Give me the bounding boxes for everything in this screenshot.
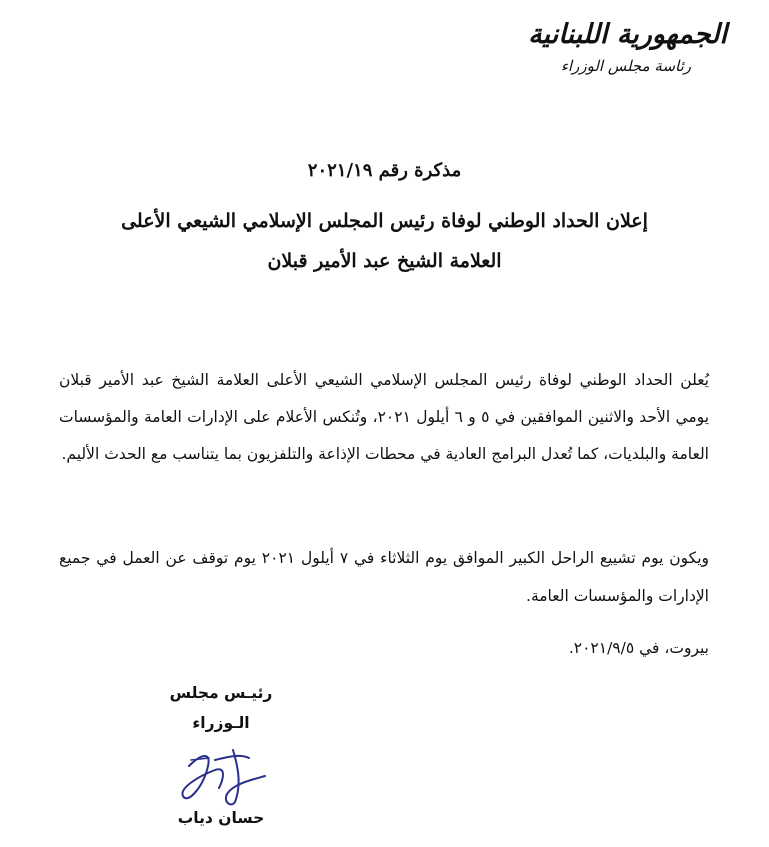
place-date: بيروت، في ٢٠٢١/٩/٥. [568, 639, 709, 657]
body-paragraph-1: يُعلن الحداد الوطني لوفاة رئيس المجلس الإسلامي الشيعي الأعلى العلامة الشيخ عبد الأمير قبلان يومي الأحد والاثنين الموافقين في ٥ و ٦ أيلول ٢٠٢١، وتُنكس الأعلام على الإدارات العامة والمؤسسات العامة والبلديات، كما تُعدل البرامج العادية في محطات الإذاعة والتلفزيون بما يتناسب مع الحدث الأليم. [59, 371, 710, 463]
letterhead [527, 14, 727, 76]
signatory-title: رئيـس مجلس الـوزراء [169, 684, 273, 732]
memo-title-line2: العلامة الشيخ عبد الأمير قبلان [267, 250, 502, 272]
memo-title-line1: إعلان الحداد الوطني لوفاة رئيس المجلس الإسلامي الشيعي الأعلى [121, 210, 648, 232]
letterhead-presidency: رئاسة مجلس الوزراء [560, 57, 691, 75]
signatory-name: حسان دياب [177, 809, 265, 827]
memo-number: مذكرة رقم ٢٠٢١/١٩ [307, 160, 462, 181]
body-paragraph-2: ويكون يوم تشييع الراحل الكبير الموافق يوم الثلاثاء في ٧ أيلول ٢٠٢١ يوم توقف عن العمل في جميع الإدارات والمؤسسات العامة. [59, 549, 710, 605]
letterhead-republic: الجمهورية اللبنانية [528, 19, 727, 50]
signature-block [141, 678, 301, 830]
handwritten-signature [161, 740, 281, 810]
